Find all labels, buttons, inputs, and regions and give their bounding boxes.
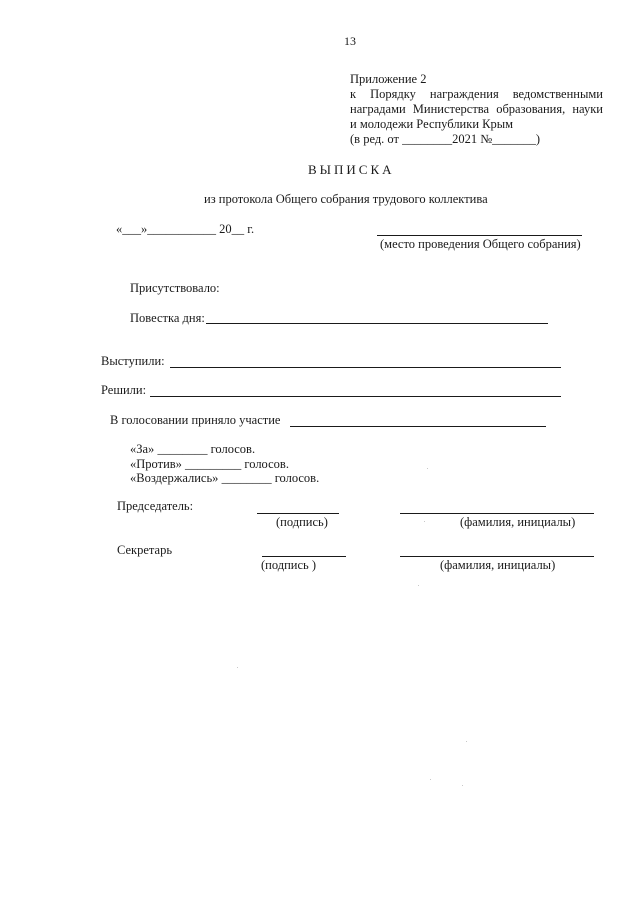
secretary-signature-caption: (подпись ): [261, 558, 317, 572]
decided-label: Решили:: [101, 383, 147, 397]
decided-input-line[interactable]: [150, 396, 561, 397]
chairman-label: Председатель:: [117, 499, 194, 513]
scan-speck: [427, 468, 428, 469]
scan-speck: [418, 585, 419, 586]
votes-abstained-blank[interactable]: ________: [221, 471, 272, 485]
appendix-line-5: [350, 132, 603, 147]
spoke-label: Выступили:: [101, 354, 165, 368]
present-label: Присутствовало:: [130, 281, 220, 295]
appendix-word: ведомственными: [512, 87, 603, 101]
agenda-label: Повестка дня:: [130, 311, 205, 325]
date-year-prefix: 20: [219, 222, 232, 236]
appendix-word: Порядку: [370, 87, 416, 101]
votes-abstained-row: [130, 471, 319, 486]
chairman-name-line[interactable]: [400, 513, 594, 514]
appendix-word: Министерства: [412, 102, 490, 116]
votes-for-label: «За»: [130, 442, 155, 456]
appendix-number-blank[interactable]: _______: [492, 132, 536, 146]
scan-speck: [430, 779, 431, 780]
appendix-date-blank[interactable]: ________: [402, 132, 453, 146]
appendix-edition-prefix: (в ред. от: [350, 132, 399, 146]
page-number: 13: [344, 34, 356, 48]
appendix-edition-suffix: ): [535, 132, 541, 146]
secretary-label: Секретарь: [117, 543, 173, 557]
voting-input-line[interactable]: [290, 426, 546, 427]
appendix-word: к: [350, 87, 357, 101]
appendix-line-3: [350, 102, 603, 117]
appendix-line-1: Приложение 2: [350, 72, 427, 86]
date-close-quote: »: [141, 222, 148, 236]
secretary-name-caption: (фамилия, инициалы): [440, 558, 556, 572]
chairman-signature-line[interactable]: [257, 513, 339, 514]
voting-label: В голосовании приняло участие: [110, 413, 281, 427]
agenda-input-line[interactable]: [206, 323, 548, 324]
scan-speck: [424, 521, 425, 522]
votes-against-row: [130, 457, 289, 472]
appendix-word: награждения: [429, 87, 499, 101]
secretary-name-line[interactable]: [400, 556, 594, 557]
appendix-header: [350, 72, 603, 147]
votes-against-suffix: голосов.: [244, 457, 289, 471]
scan-speck: [466, 741, 467, 742]
appendix-word: наградами: [350, 102, 406, 116]
votes-against-blank[interactable]: _________: [185, 457, 242, 471]
votes-abstained-suffix: голосов.: [274, 471, 320, 485]
spoke-input-line[interactable]: [170, 367, 561, 368]
document-subtitle: из протокола Общего собрания трудового коллектива: [204, 192, 488, 206]
votes-against-label: «Против»: [130, 457, 182, 471]
chairman-signature-caption: (подпись): [276, 515, 328, 529]
date-month-blank[interactable]: ___________: [147, 222, 216, 236]
appendix-word: науки: [572, 102, 603, 116]
place-input-line[interactable]: [377, 235, 582, 236]
date-line: [116, 222, 254, 237]
secretary-signature-line[interactable]: [262, 556, 346, 557]
appendix-word: образования,: [496, 102, 566, 116]
scan-speck: [462, 785, 463, 786]
appendix-line-4: и молодежи Республики Крым: [350, 117, 514, 131]
place-caption: (место проведения Общего собрания): [380, 237, 581, 251]
document-title: ВЫПИСКА: [308, 162, 395, 177]
date-day-blank[interactable]: ___: [122, 222, 141, 236]
votes-for-suffix: голосов.: [210, 442, 256, 456]
chairman-name-caption: (фамилия, инициалы): [460, 515, 576, 529]
date-year-blank[interactable]: __: [231, 222, 245, 236]
date-open-quote: «: [116, 222, 123, 236]
appendix-line-2: [350, 87, 603, 102]
votes-for-row: [130, 442, 255, 457]
date-year-suffix: г.: [247, 222, 255, 236]
votes-abstained-label: «Воздержались»: [130, 471, 219, 485]
appendix-year: 2021 №: [452, 132, 493, 146]
votes-for-blank[interactable]: ________: [157, 442, 208, 456]
scan-speck: [237, 667, 238, 668]
